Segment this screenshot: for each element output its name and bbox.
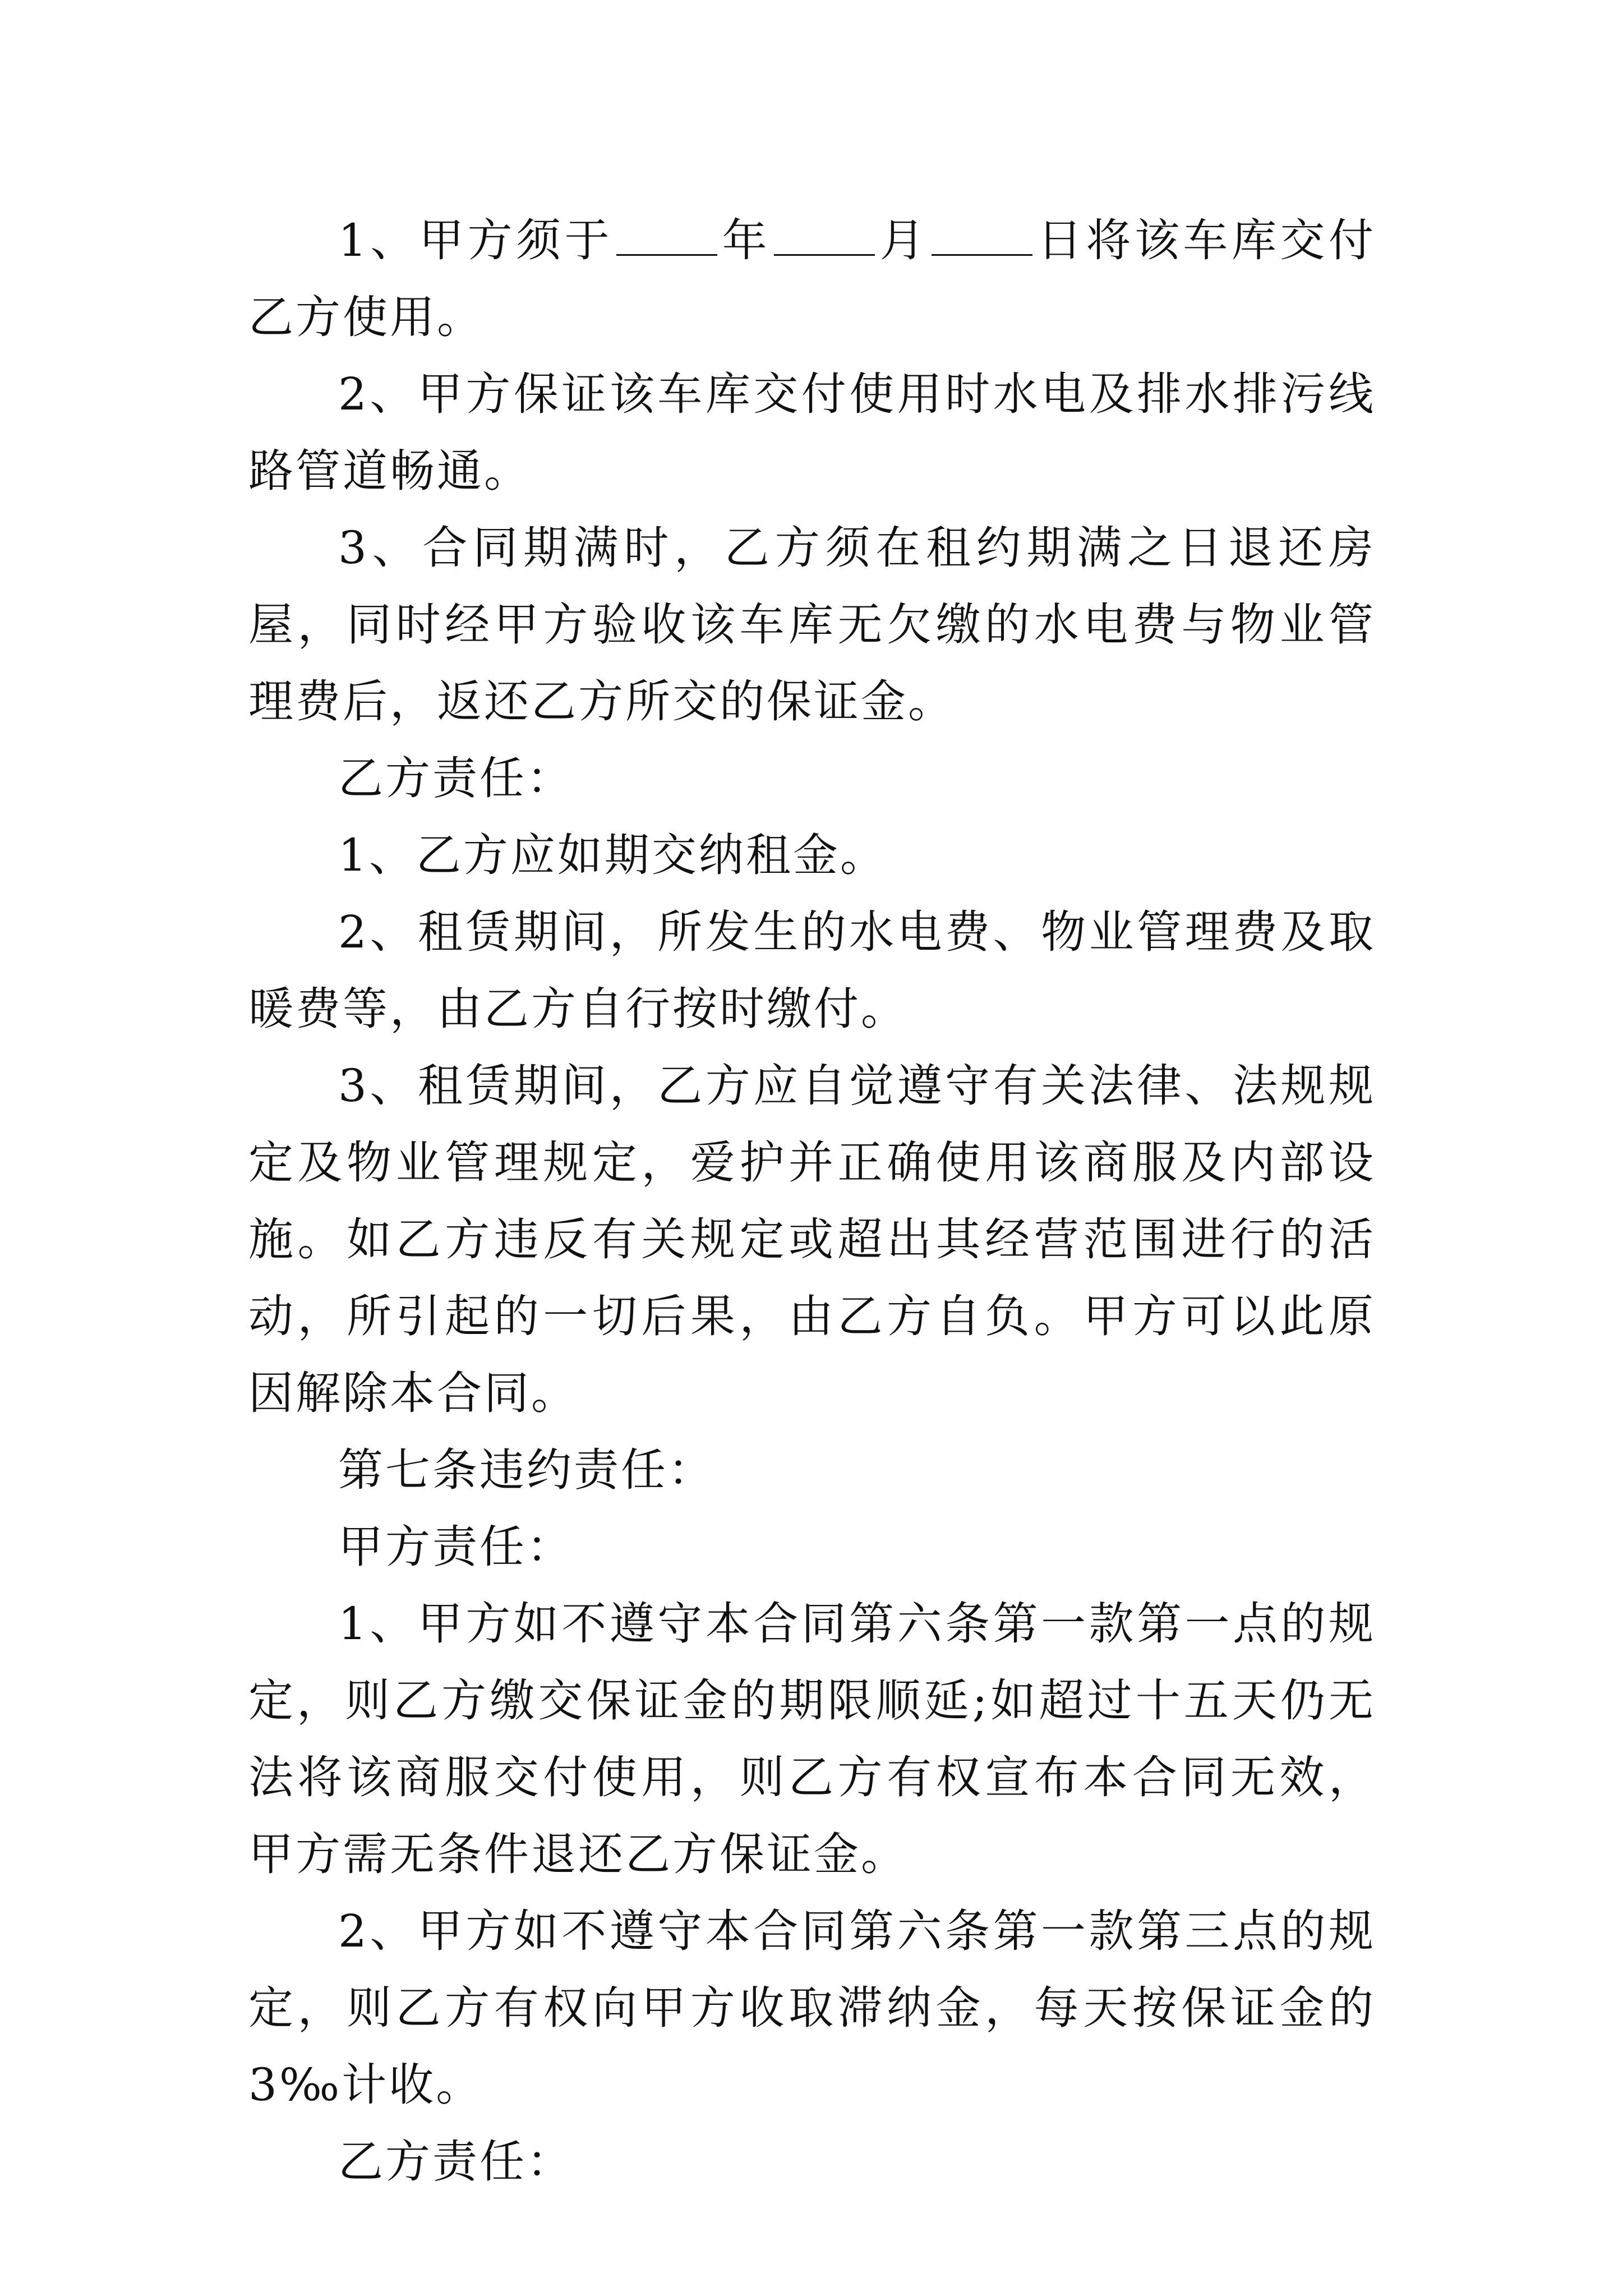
paragraph: 2、租赁期间，所发生的水电费、物业管理费及取暖费等，由乙方自行按时缴付。 <box>248 906 1376 1035</box>
section-heading: 甲方责任： <box>338 1521 574 1573</box>
paragraph: 2、甲方如不遵守本合同第六条第一款第三点的规定，则乙方有权向甲方收取滞纳金，每天按保证金的3‰计收。 <box>248 1905 1376 2111</box>
paragraph-handover-date <box>248 202 1376 356</box>
section-heading: 乙方责任： <box>338 2136 574 2188</box>
paragraph: 2、甲方保证该车库交付使用时水电及排水排污线路管道畅通。 <box>248 368 1376 497</box>
day-blank <box>932 214 1032 256</box>
paragraph-text: 1、甲方须于 <box>338 214 614 266</box>
section-heading: 乙方责任： <box>338 752 574 804</box>
document-body <box>248 202 1376 2200</box>
paragraph: 3、租赁期间，乙方应自觉遵守有关法律、法规规定及物业管理规定，爱护并正确使用该商服及内部设施。如乙方违反有关规定或超出其经营范围进行的活动，所引起的一切后果，由乙方自负。甲方可以此原因解除本合同。 <box>248 1060 1376 1419</box>
paragraph-text: 日将该车库交付乙方使用。 <box>248 214 1376 343</box>
month-blank <box>774 214 875 256</box>
paragraph: 3、合同期满时，乙方须在租约期满之日退还房屋，同时经甲方验收该车库无欠缴的水电费与物业管理费后，返还乙方所交的保证金。 <box>248 522 1376 728</box>
month-label: 月 <box>878 214 929 266</box>
year-label: 年 <box>721 214 771 266</box>
paragraph: 1、甲方如不遵守本合同第六条第一款第一点的规定，则乙方缴交保证金的期限顺延;如超过十五天仍无法将该商服交付使用，则乙方有权宣布本合同无效，甲方需无条件退还乙方保证金。 <box>248 1598 1376 1880</box>
paragraph: 1、乙方应如期交纳租金。 <box>338 829 887 881</box>
article-heading: 第七条违约责任： <box>338 1444 715 1496</box>
year-blank <box>616 214 717 256</box>
